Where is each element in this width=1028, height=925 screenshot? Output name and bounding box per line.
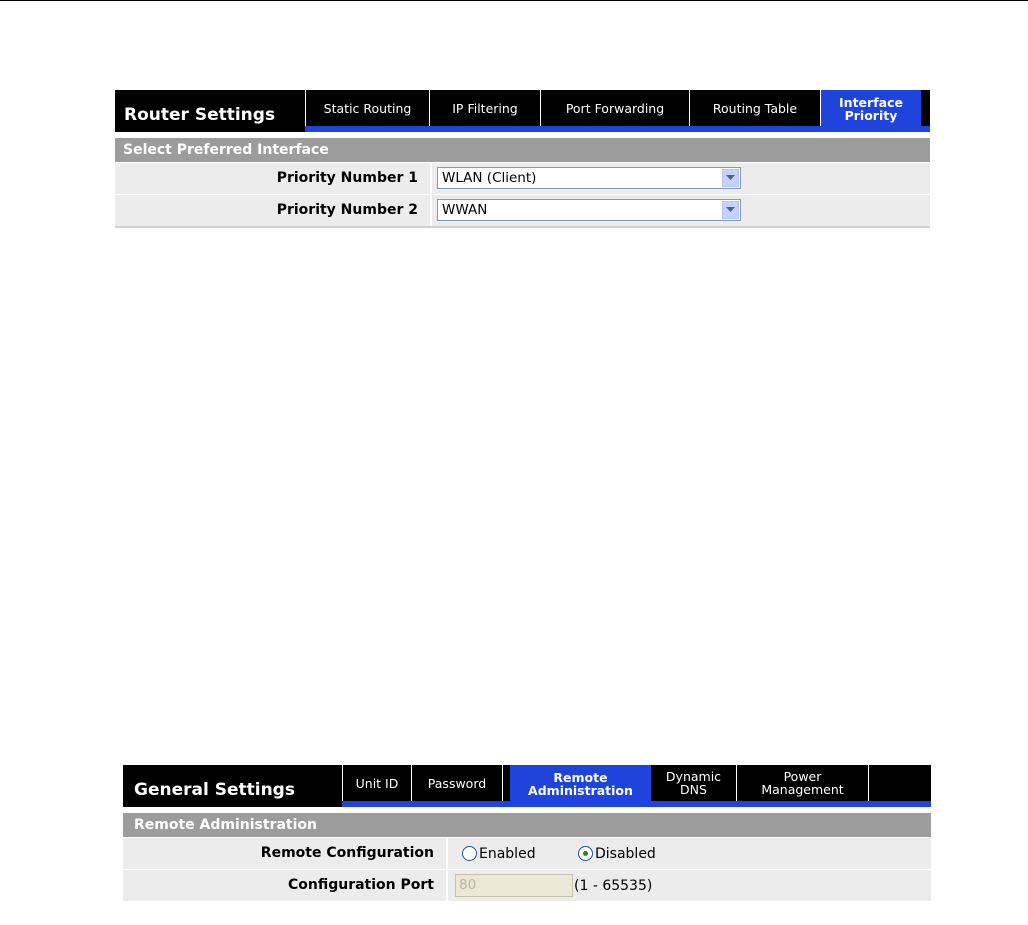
router-section-header: Select Preferred Interface [115, 138, 930, 162]
page-top-rule [0, 0, 1028, 1]
config-port-row [123, 869, 931, 901]
priority-2-select[interactable]: WWAN [437, 199, 741, 221]
tab-power-management[interactable]: Power Management [737, 765, 869, 801]
tab-port-forwarding[interactable]: Port Forwarding [541, 90, 690, 126]
tab-dynamic-dns[interactable]: Dynamic DNS [651, 765, 737, 801]
remote-config-row [123, 837, 931, 869]
chevron-down-icon[interactable] [722, 169, 739, 187]
tab-static-routing[interactable]: Static Routing [305, 90, 430, 126]
priority-2-row [115, 194, 930, 226]
config-port-input[interactable]: 80 [455, 874, 573, 897]
tab-ip-filtering[interactable]: IP Filtering [430, 90, 541, 126]
priority-2-label: Priority Number 2 [276, 202, 418, 218]
general-panel-title: General Settings [134, 780, 295, 800]
router-panel-title: Router Settings [124, 105, 276, 125]
tab-password[interactable]: Password [412, 765, 503, 801]
tab-unit-id[interactable]: Unit ID [342, 765, 412, 801]
chevron-down-icon[interactable] [722, 201, 739, 219]
radio-disabled-label[interactable]: Disabled [595, 846, 656, 862]
router-panel-bottom-rule [115, 226, 930, 228]
general-section-header: Remote Administration [123, 813, 931, 837]
tab-interface-priority[interactable]: Interface Priority [821, 90, 921, 127]
config-port-range: (1 - 65535) [574, 878, 653, 894]
priority-1-row [115, 162, 930, 194]
config-port-label: Configuration Port [287, 877, 434, 893]
radio-selected-dot [583, 851, 588, 856]
router-tab-underline [305, 126, 930, 132]
tab-routing-table[interactable]: Routing Table [690, 90, 821, 126]
radio-disabled[interactable] [578, 846, 593, 861]
general-settings-panel [123, 765, 931, 925]
router-settings-panel [115, 90, 930, 240]
radio-enabled-label[interactable]: Enabled [479, 846, 536, 862]
priority-1-select[interactable]: WLAN (Client) [437, 167, 741, 189]
remote-config-label: Remote Configuration [260, 845, 434, 861]
general-tab-underline [342, 801, 931, 807]
tab-remote-administration[interactable]: Remote Administration [510, 765, 651, 802]
radio-enabled[interactable] [462, 846, 477, 861]
priority-1-label: Priority Number 1 [276, 170, 418, 186]
